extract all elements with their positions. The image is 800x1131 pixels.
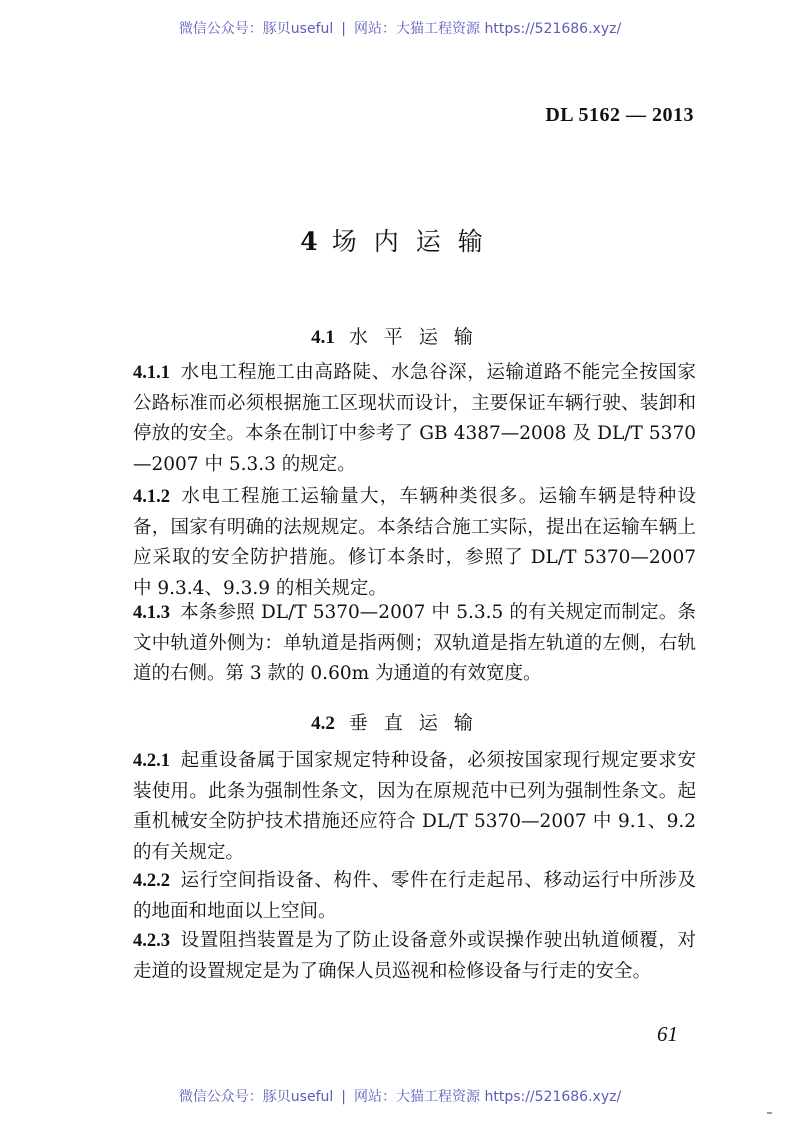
clause-number: 4.1.1 [133,363,170,383]
watermark-wechat: 微信公众号：豚贝useful [178,1089,334,1105]
watermark-separator: | [341,21,347,37]
section-number: 4.2 [311,713,335,734]
clause-number: 4.1.2 [133,487,170,507]
clause-text: 运行空间指设备、构件、零件在行走起吊、移动运行中所涉及的地面和地面以上空间。 [133,870,696,922]
watermark-website: 网站：大猫工程资源 https://521686.xyz/ [354,1089,622,1105]
clause-paragraph [133,358,696,480]
watermark-separator: | [341,1089,347,1105]
watermark-bottom [0,1086,800,1106]
clause-paragraph [133,598,696,690]
section-title-text: 水平运输 [348,326,489,348]
clause-paragraph [133,866,696,927]
clause-paragraph [133,746,696,868]
clause-text: 起重设备属于国家规定特种设备，必须按国家现行规定要求安装使用。此条为强制性条文，因为在原规范中已列为强制性条文。起重机械安全防护技术措施还应符合 DL/T 5370—2007 中 9.1、9.2 的有关规定。 [133,750,696,863]
clause-paragraph [133,482,696,604]
standard-code: DL 5162 — 2013 [545,104,694,126]
section-heading [0,322,800,349]
page-number: 61 [657,1022,678,1046]
clause-text: 设置阻挡装置是为了防止设备意外或误操作驶出轨道倾覆，对走道的设置规定是为了确保人员巡视和检修设备与行走的安全。 [133,930,696,982]
clause-text: 水电工程施工运输量大，车辆种类很多。运输车辆是特种设备，国家有明确的法规规定。本条结合施工实际，提出在运输车辆上应采取的安全防护措施。修订本条时，参照了 DL/T 5370—2007 中 9.3.4、9.3.9 的相关规定。 [133,486,696,599]
chapter-title-text: 场内运输 [331,227,500,256]
chapter-number: 4 [300,227,318,256]
clause-number: 4.2.2 [133,871,170,891]
clause-text: 本条参照 DL/T 5370—2007 中 5.3.5 的有关规定而制定。条文中轨道外侧为：单轨道是指两侧；双轨道是指左轨道的左侧，右轨道的右侧。第 3 款的 0.60m 为通道的有效宽度。 [133,602,696,684]
section-title-text: 垂直运输 [348,712,489,734]
clause-paragraph [133,926,696,987]
watermark-website: 网站：大猫工程资源 https://521686.xyz/ [354,21,622,37]
watermark-wechat: 微信公众号：豚贝useful [178,21,334,37]
clause-number: 4.2.3 [133,931,170,951]
section-number: 4.1 [311,327,335,348]
clause-number: 4.2.1 [133,751,170,771]
watermark-top [0,18,800,38]
clause-text: 水电工程施工由高路陡、水急谷深，运输道路不能完全按国家公路标准而必须根据施工区现状而设计，主要保证车辆行驶、装卸和停放的安全。本条在制订中参考了 GB 4387—2008 及 DL/T 5370—2007 中 5.3.3 的规定。 [133,362,696,475]
chapter-title [0,222,800,258]
scan-mark [767,1112,772,1114]
section-heading [0,708,800,735]
clause-number: 4.1.3 [133,603,170,623]
